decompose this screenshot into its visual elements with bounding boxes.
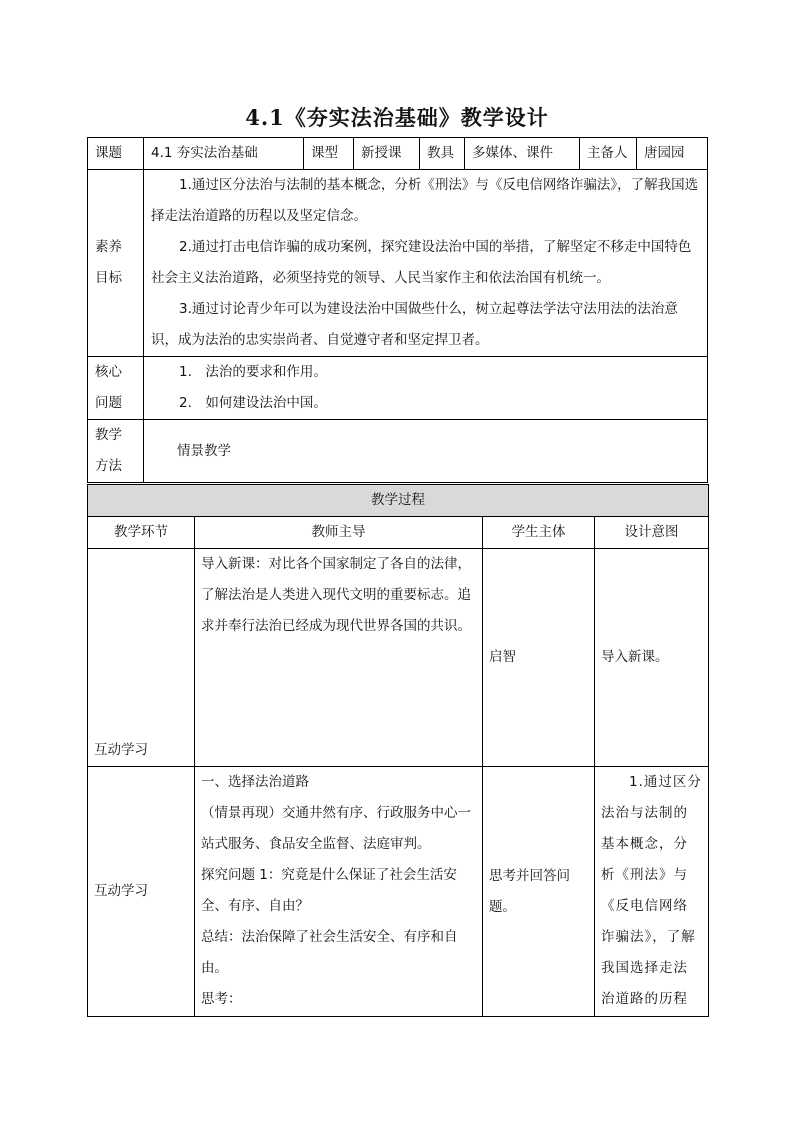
teacher-cell bbox=[195, 549, 483, 767]
method-label-line1: 教学 bbox=[95, 427, 122, 443]
teacher-text: 导入新课：对比各个国家制定了各自的法律，了解法治是人类进入现代文明的重要标志。追求并奉行法治已经成为现代世界各国的共识。 bbox=[201, 556, 471, 634]
process-band-row bbox=[88, 485, 709, 517]
student-cell: 启智 bbox=[483, 549, 595, 767]
teacher-text: 思考： bbox=[201, 991, 242, 1007]
table-row bbox=[88, 549, 709, 767]
process-table bbox=[87, 484, 709, 1017]
stage-cell: 互动学习 bbox=[88, 767, 195, 1017]
goals-label-line1: 素养 bbox=[95, 239, 122, 255]
teacher-text: 总结：法治保障了社会生活安全、有序和自由。 bbox=[201, 929, 458, 976]
method-value: 情景教学 bbox=[144, 420, 708, 483]
teacher-text: 一、选择法治道路 bbox=[201, 774, 309, 790]
teacher-text: （情景再现）交通井然有序、行政服务中心一站式服务、食品安全监督、法庭审判。 bbox=[201, 805, 471, 852]
intent-cell: 导入新课。 bbox=[595, 549, 709, 767]
core-label-line2: 问题 bbox=[95, 395, 122, 411]
method-label-line2: 方法 bbox=[95, 458, 122, 474]
process-band: 教学过程 bbox=[88, 485, 709, 517]
goal-item: 2.通过打击电信诈骗的成功案例，探究建设法治中国的举措，了解坚定不移走中国特色社会主义法治道路，必须坚持党的领导、人民当家作主和依法治国有机统一。 bbox=[151, 239, 692, 286]
tools-value: 多媒体、课件 bbox=[465, 138, 580, 170]
info-row bbox=[88, 138, 708, 170]
header-teacher: 教师主导 bbox=[195, 517, 483, 549]
tools-label: 教具 bbox=[420, 138, 465, 170]
teacher-text: 探究问题 1：究竟是什么保证了社会生活安全、有序、自由？ bbox=[201, 867, 457, 914]
intent-cell: 1.通过区分法治与法制的基本概念，分析《刑法》与《反电信网络诈骗法》，了解我国选择走法治道路的历程 bbox=[595, 767, 709, 1017]
core-content bbox=[144, 357, 708, 420]
goals-label-line2: 目标 bbox=[95, 270, 122, 286]
topic-label: 课题 bbox=[88, 138, 144, 170]
type-value: 新授课 bbox=[354, 138, 420, 170]
core-label-line1: 核心 bbox=[95, 364, 122, 380]
header-stage: 教学环节 bbox=[88, 517, 195, 549]
student-cell: 思考并回答问题。 bbox=[483, 767, 595, 1017]
preparer-value: 唐园园 bbox=[637, 138, 708, 170]
topic-value: 4.1 夯实法治基础 bbox=[144, 138, 304, 170]
goal-item: 3.通过讨论青少年可以为建设法治中国做些什么，树立起尊法学法守法用法的法治意识，成为法治的忠实崇尚者、自觉遵守者和坚定捍卫者。 bbox=[151, 301, 678, 348]
method-row bbox=[88, 420, 708, 483]
stage-cell: 互动学习 bbox=[88, 549, 195, 767]
method-label bbox=[88, 420, 144, 483]
process-header-row bbox=[88, 517, 709, 549]
core-item: 1. 法治的要求和作用。 bbox=[179, 364, 327, 380]
lesson-info-table bbox=[87, 137, 708, 483]
type-label: 课型 bbox=[304, 138, 354, 170]
document-title: 4.1《夯实法治基础》教学设计 bbox=[245, 105, 549, 130]
header-student: 学生主体 bbox=[483, 517, 595, 549]
header-intent: 设计意图 bbox=[595, 517, 709, 549]
core-row bbox=[88, 357, 708, 420]
table-row bbox=[88, 767, 709, 1017]
core-label bbox=[88, 357, 144, 420]
goals-content bbox=[144, 170, 708, 357]
preparer-label: 主备人 bbox=[580, 138, 637, 170]
core-item: 2. 如何建设法治中国。 bbox=[179, 395, 327, 411]
goals-label bbox=[88, 170, 144, 357]
goals-row bbox=[88, 170, 708, 357]
teacher-cell bbox=[195, 767, 483, 1017]
goal-item: 1.通过区分法治与法制的基本概念，分析《刑法》与《反电信网络诈骗法》，了解我国选择走法治道路的历程以及坚定信念。 bbox=[151, 177, 699, 224]
